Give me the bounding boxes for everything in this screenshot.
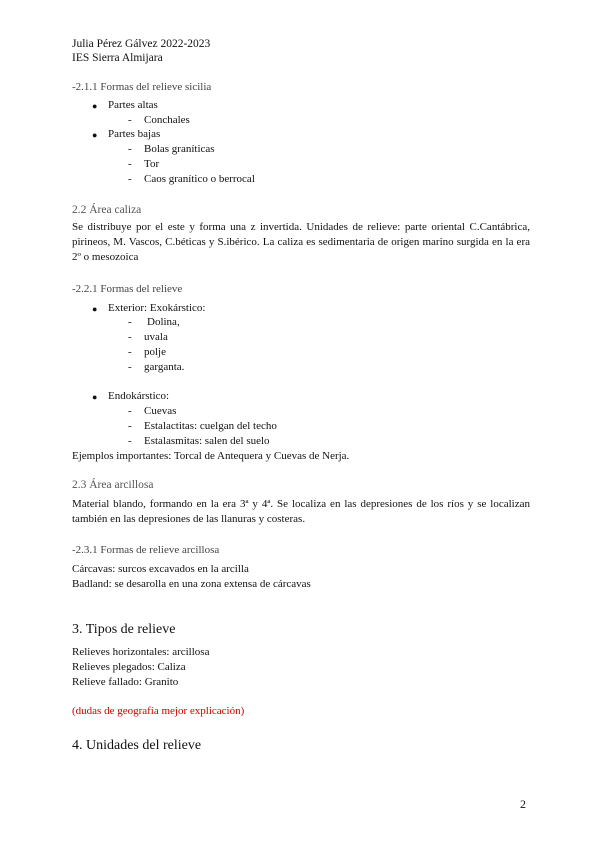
dash-icon: - bbox=[128, 158, 132, 170]
heading-4: 4. Unidades del relieve bbox=[72, 738, 202, 753]
heading-2-2: 2.2 Área caliza bbox=[72, 204, 142, 216]
bullet-icon: ● bbox=[92, 130, 98, 140]
paragraph-2-2: Se distribuye por el este y forma una z invertida. Unidades de relieve: parte oriental C.Cantábrica, pirineos, M. Vascos, C.béticas y S.ibérico. La caliza es sedimentaria de origen marino surgida en la era 2º o mesozoica bbox=[72, 221, 530, 263]
text-line: Cárcavas: surcos excavados en la arcilla bbox=[72, 563, 249, 575]
dash-icon: - bbox=[128, 435, 132, 447]
sub-list-item: uvala bbox=[144, 331, 168, 343]
text-line: Relieve fallado: Granito bbox=[72, 676, 179, 688]
sub-list-item: Estalactitas: cuelgan del techo bbox=[144, 420, 277, 432]
heading-2-2-1: -2.2.1 Formas del relieve bbox=[72, 283, 183, 295]
dash-icon: - bbox=[128, 346, 132, 358]
sub-list-item: Conchales bbox=[144, 114, 190, 126]
heading-2-3-1: -2.3.1 Formas de relieve arcillosa bbox=[72, 544, 220, 556]
header-school: IES Sierra Almijara bbox=[72, 52, 163, 64]
sub-list-item: Caos granítico o berrocal bbox=[144, 173, 255, 185]
dash-icon: - bbox=[128, 173, 132, 185]
dash-icon: - bbox=[128, 143, 132, 155]
heading-2-3: 2.3 Área arcillosa bbox=[72, 479, 154, 491]
heading-2-1-1: -2.1.1 Formas del relieve sicilia bbox=[72, 81, 212, 93]
dash-icon: - bbox=[128, 331, 132, 343]
sub-list-item: polje bbox=[144, 346, 166, 358]
sub-list-item: Estalasmitas: salen del suelo bbox=[144, 435, 270, 447]
sub-list-item: Dolina, bbox=[147, 316, 180, 328]
text-line: Badland: se desarolla en una zona extensa de cárcavas bbox=[72, 578, 311, 590]
text-line: Relieves horizontales: arcillosa bbox=[72, 646, 210, 658]
sub-list-item: Tor bbox=[144, 158, 160, 170]
dash-icon: - bbox=[128, 114, 132, 126]
sub-list-item: garganta. bbox=[144, 361, 185, 373]
dash-icon: - bbox=[128, 405, 132, 417]
list-item: Endokárstico: bbox=[108, 390, 170, 402]
page-number: 2 bbox=[520, 797, 526, 811]
examples-line: Ejemplos importantes: Torcal de Antequera y Cuevas de Nerja. bbox=[72, 450, 350, 462]
list-item: Partes bajas bbox=[108, 128, 161, 140]
text-line: Relieves plegados: Caliza bbox=[72, 661, 186, 673]
dash-icon: - bbox=[128, 361, 132, 373]
paragraph-2-3: Material blando, formando en la era 3ª y 4ª. Se localiza en las depresiones de los ríos y se localizan también en las depresiones de las llanuras y costeras. bbox=[72, 498, 530, 525]
dash-icon: - bbox=[128, 420, 132, 432]
sub-list-item: Cuevas bbox=[144, 405, 177, 417]
dash-icon: - bbox=[128, 316, 132, 328]
list-item: Partes altas bbox=[108, 99, 158, 111]
sub-list-item: Bolas graníticas bbox=[144, 143, 215, 155]
list-item: Exterior: Exokárstico: bbox=[108, 302, 206, 314]
bullet-icon: ● bbox=[92, 101, 98, 111]
bullet-icon: ● bbox=[92, 304, 98, 314]
heading-3: 3. Tipos de relieve bbox=[72, 622, 176, 637]
header-author: Julia Pérez Gálvez 2022-2023 bbox=[72, 38, 211, 50]
bullet-icon: ● bbox=[92, 392, 98, 402]
note-red: (dudas de geografía mejor explicación) bbox=[72, 705, 245, 717]
